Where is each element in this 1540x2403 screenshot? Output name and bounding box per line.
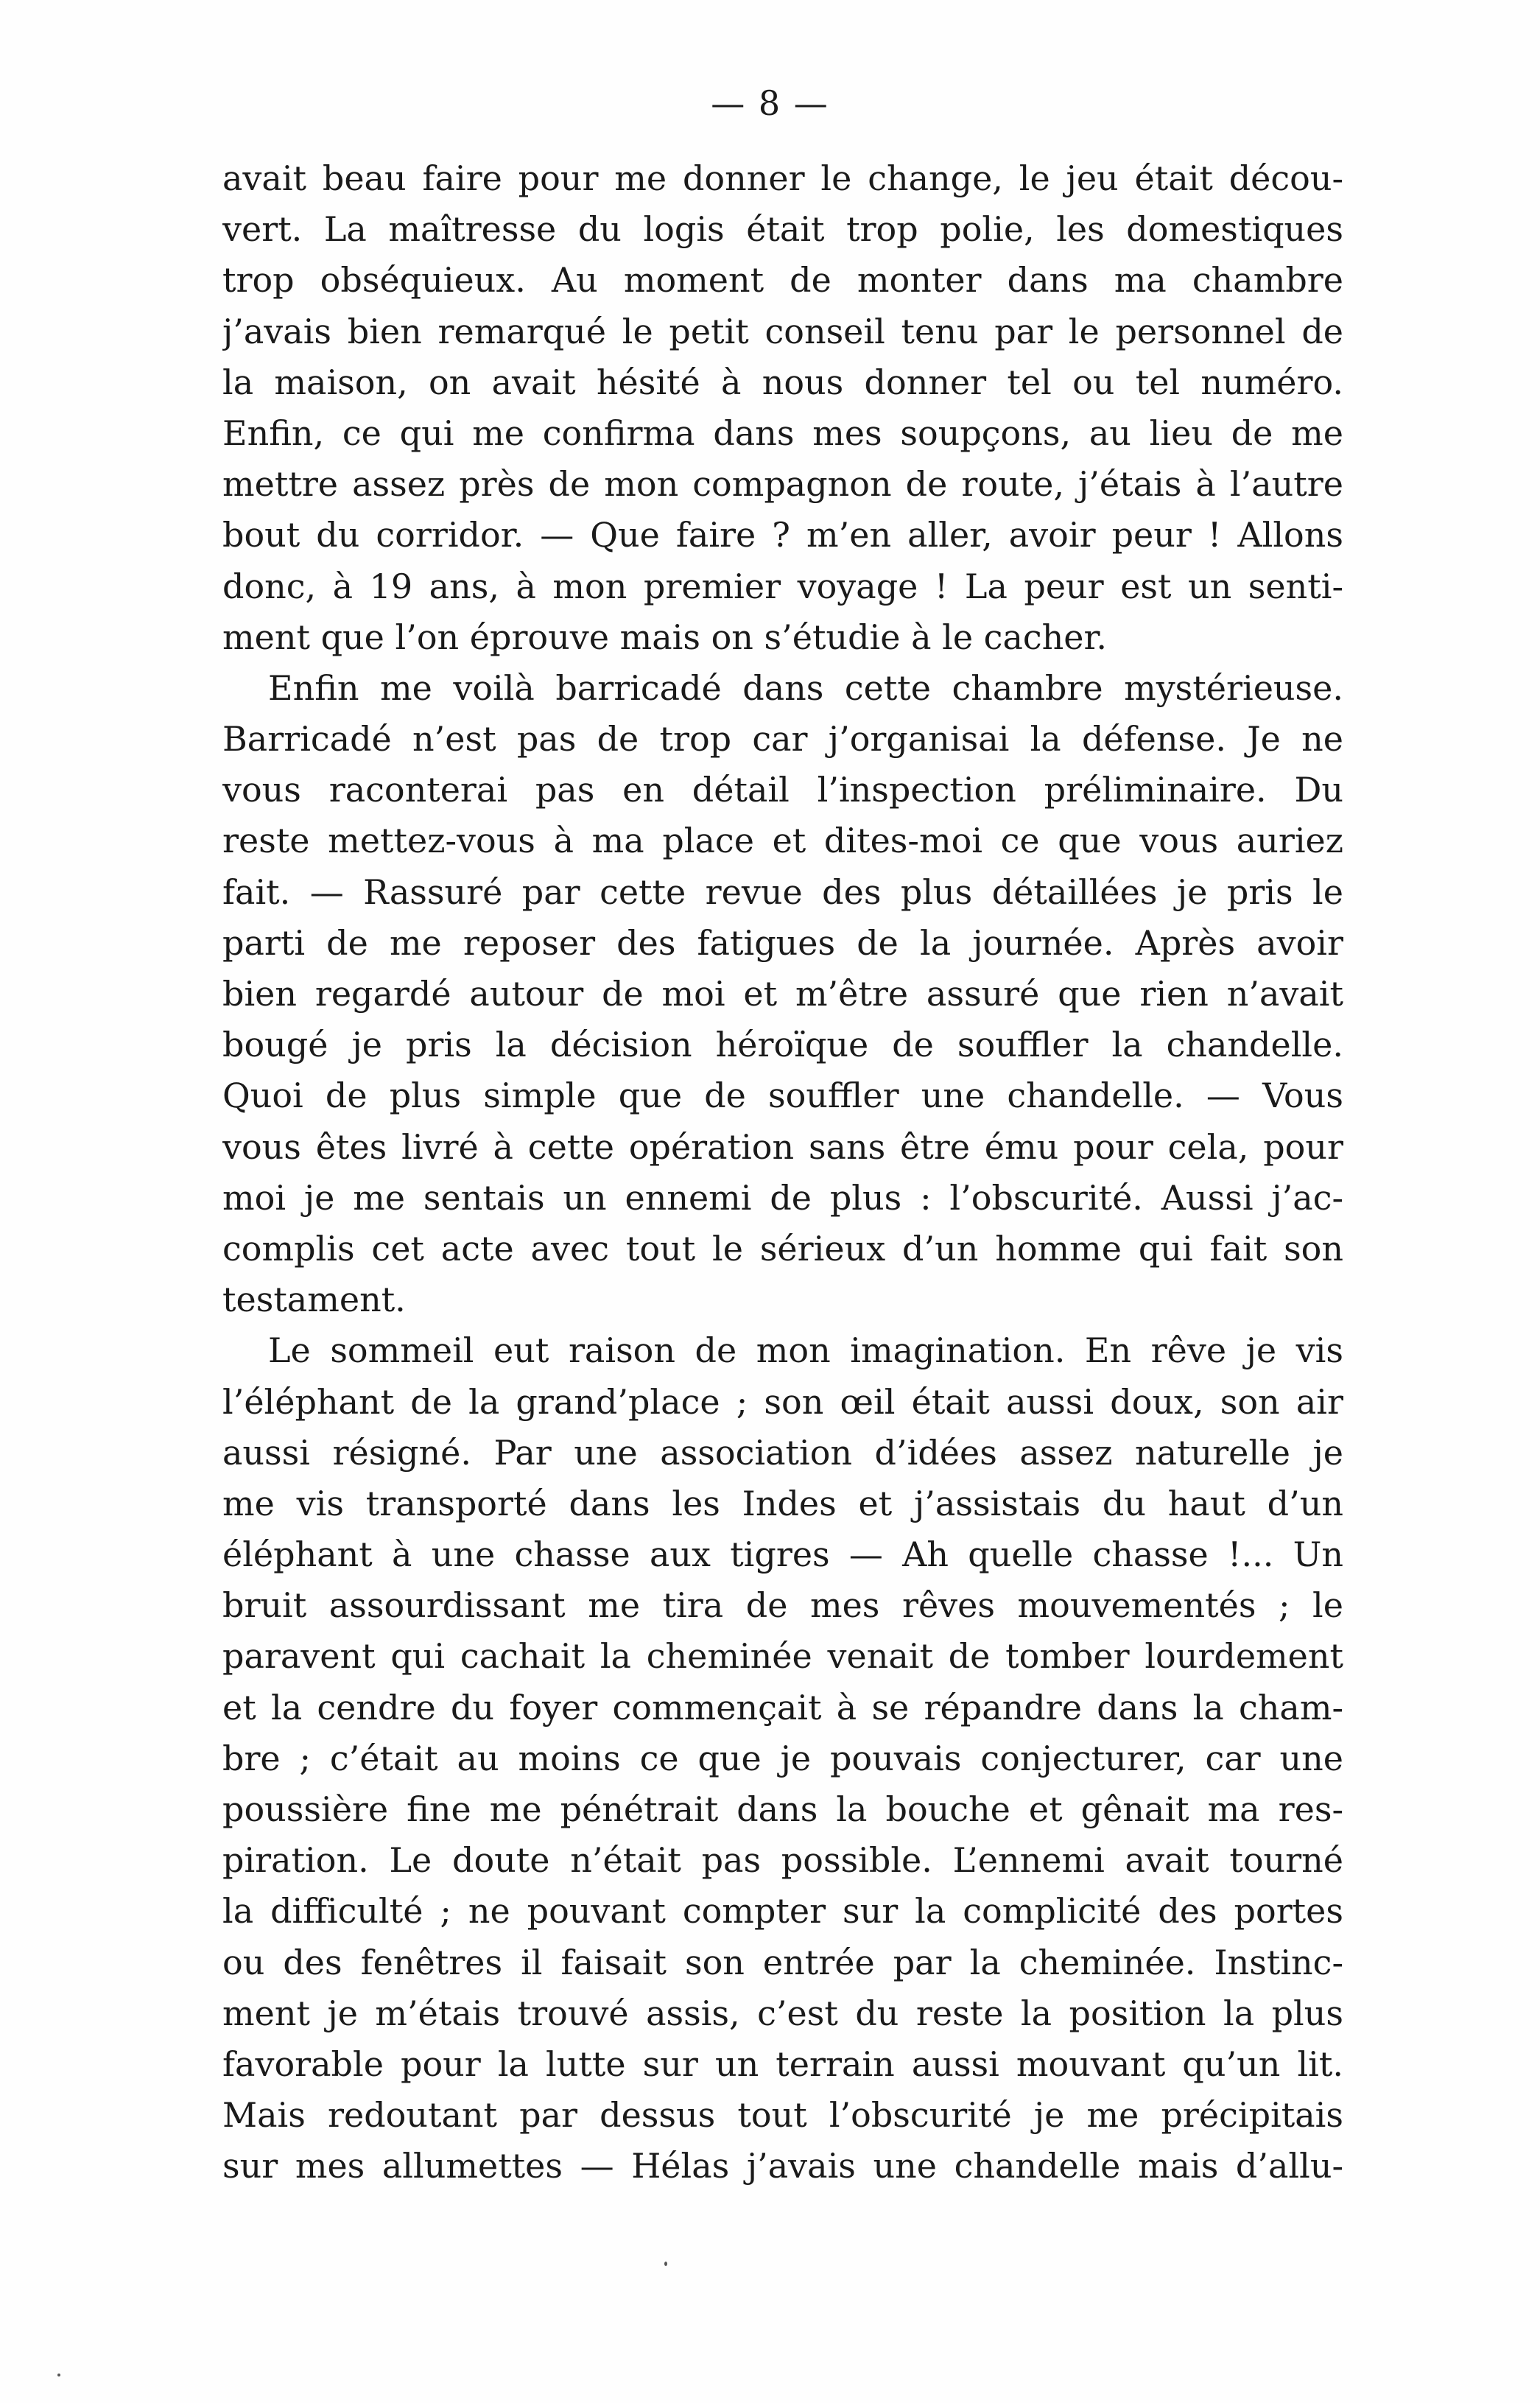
- text-line: bien regardé autour de moi et m’être assuré que rien n’avait: [222, 974, 1343, 1014]
- text-line: fait. — Rassuré par cette revue des plus détaillées je pris le: [222, 871, 1343, 912]
- text-line: me vis transporté dans les Indes et j’assistais du haut d’un: [222, 1483, 1343, 1523]
- body-text: [222, 153, 1343, 2192]
- text-line: reste mettez-vous à ma place et dites-moi ce que vous auriez: [222, 821, 1343, 861]
- text-line: piration. Le doute n’était pas possible. L’ennemi avait tourné: [222, 1840, 1343, 1881]
- text-line: testament.: [222, 1280, 406, 1320]
- text-line: Le sommeil eut raison de mon imagination. En rêve je vis: [268, 1330, 1343, 1371]
- text-line: et la cendre du foyer commençait à se répandre dans la cham-: [222, 1687, 1343, 1727]
- text-line: ment que l’on éprouve mais on s’étudie à le cacher.: [222, 617, 1108, 657]
- text-line: j’avais bien remarqué le petit conseil tenu par le personnel de: [222, 311, 1343, 351]
- text-line: ment je m’étais trouvé assis, c’est du reste la position la plus: [222, 1993, 1343, 2033]
- text-line: donc, à 19 ans, à mon premier voyage ! La peur est un senti-: [222, 566, 1343, 606]
- text-line: éléphant à une chasse aux tigres — Ah quelle chasse !... Un: [222, 1534, 1343, 1575]
- text-line: vous êtes livré à cette opération sans être ému pour cela, pour: [222, 1126, 1343, 1167]
- text-line: Mais redoutant par dessus tout l’obscurité je me précipitais: [222, 2095, 1343, 2136]
- text-line: Enfin, ce qui me confirma dans mes soupçons, au lieu de me: [222, 413, 1343, 453]
- text-line: Enfin me voilà barricadé dans cette chambre mystérieuse.: [268, 667, 1343, 708]
- text-line: poussière fine me pénétrait dans la bouche et gênait ma res-: [222, 1789, 1343, 1829]
- text-line: mettre assez près de mon compagnon de route, j’étais à l’autre: [222, 464, 1343, 505]
- ink-speck: [664, 2262, 667, 2266]
- text-line: favorable pour la lutte sur un terrain aussi mouvant qu’un lit.: [222, 2044, 1343, 2084]
- text-line: sur mes allumettes — Hélas j’avais une chandelle mais d’allu-: [222, 2146, 1343, 2186]
- text-line: la maison, on avait hésité à nous donner tel ou tel numéro.: [222, 362, 1343, 402]
- text-line: bout du corridor. — Que faire ? m’en aller, avoir peur ! Allons: [222, 515, 1343, 555]
- text-line: avait beau faire pour me donner le change, le jeu était décou-: [222, 158, 1343, 198]
- text-line: complis cet acte avec tout le sérieux d’un homme qui fait son: [222, 1228, 1343, 1269]
- text-line: ou des fenêtres il faisait son entrée par la cheminée. Instinc-: [222, 1942, 1343, 1982]
- text-line: parti de me reposer des fatigues de la journée. Après avoir: [222, 922, 1343, 963]
- text-line: la difficulté ; ne pouvant compter sur la complicité des portes: [222, 1891, 1343, 1932]
- text-line: vous raconterai pas en détail l’inspection préliminaire. Du: [222, 770, 1343, 810]
- text-line: aussi résigné. Par une association d’idées assez naturelle je: [222, 1432, 1343, 1473]
- text-line: l’éléphant de la grand’place ; son œil était aussi doux, son air: [222, 1381, 1343, 1422]
- text-line: paravent qui cachait la cheminée venait de tomber lourdement: [222, 1636, 1343, 1677]
- text-line: moi je me sentais un ennemi de plus : l’obscurité. Aussi j’ac-: [222, 1177, 1343, 1218]
- text-line: trop obséquieux. Au moment de monter dans ma chambre: [222, 260, 1343, 301]
- ink-speck: [57, 2374, 60, 2376]
- page-number: — 8 —: [711, 83, 829, 123]
- text-line: bruit assourdissant me tira de mes rêves mouvementés ; le: [222, 1585, 1343, 1626]
- text-line: vert. La maîtresse du logis était trop polie, les domestiques: [222, 209, 1343, 250]
- text-line: Quoi de plus simple que de souffler une chandelle. — Vous: [222, 1076, 1343, 1116]
- text-line: bougé je pris la décision héroïque de souffler la chandelle.: [222, 1025, 1343, 1065]
- text-line: Barricadé n’est pas de trop car j’organisai la défense. Je ne: [222, 719, 1343, 760]
- text-line: bre ; c’était au moins ce que je pouvais conjecturer, car une: [222, 1738, 1343, 1778]
